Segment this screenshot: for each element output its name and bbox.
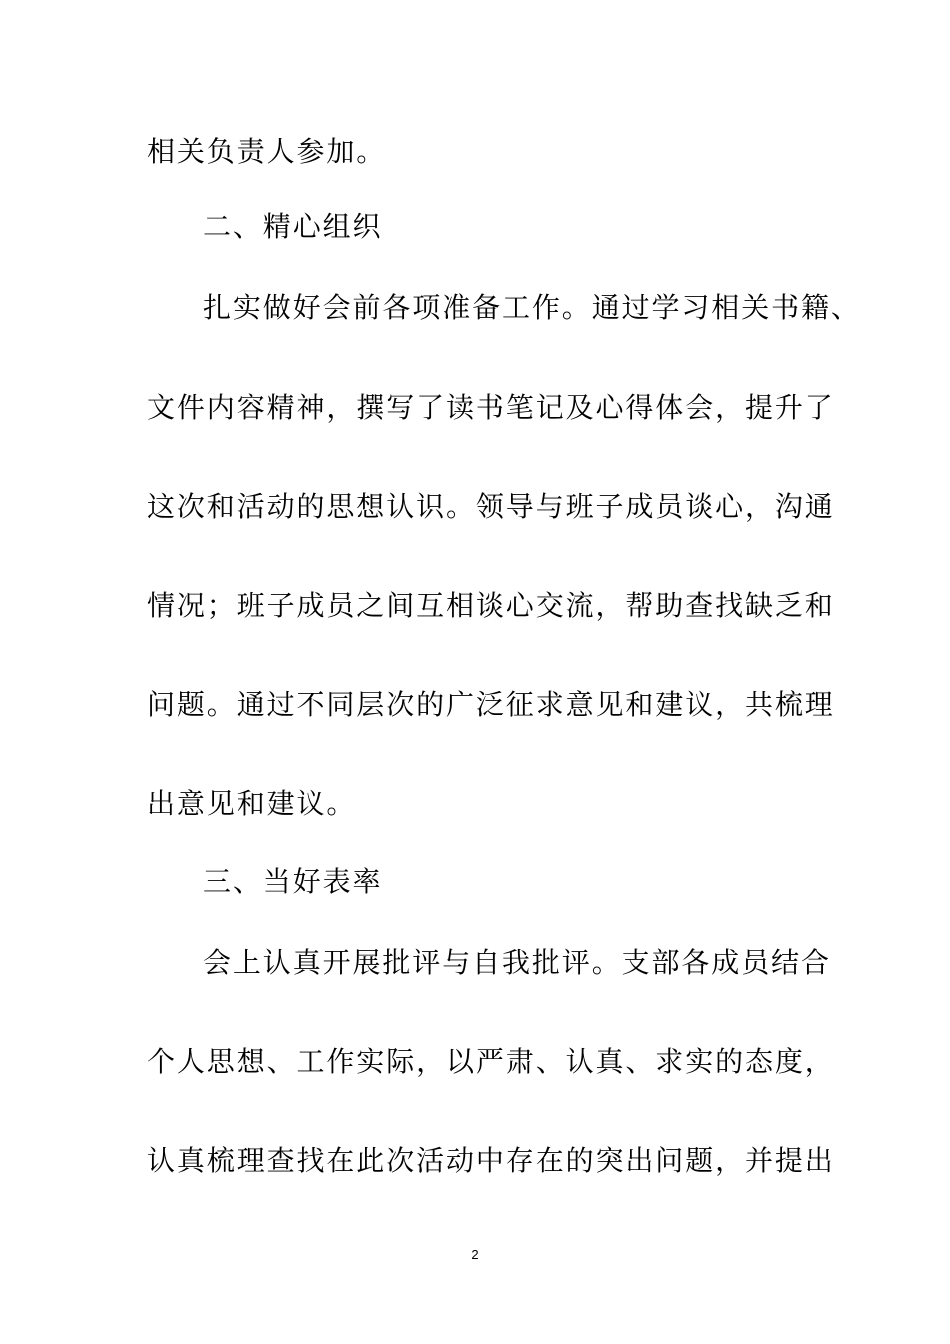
section-heading: 三、当好表率 [203, 865, 383, 898]
paragraph-line: 扎实做好会前各项准备工作。通过学习相关书籍、 [203, 291, 861, 324]
paragraph-line: 情况；班子成员之间互相谈心交流，帮助查找缺乏和 [147, 589, 835, 622]
paragraph-line: 这次和活动的思想认识。领导与班子成员谈心，沟通 [147, 490, 835, 523]
paragraph-line: 相关负责人参加。 [147, 135, 387, 168]
paragraph-line: 个人思想、工作实际，以严肃、认真、求实的态度， [147, 1045, 835, 1078]
page-number: 2 [471, 1247, 479, 1262]
paragraph-line: 会上认真开展批评与自我批评。支部各成员结合 [203, 946, 831, 979]
section-heading: 二、精心组织 [203, 210, 383, 243]
paragraph-line: 问题。通过不同层次的广泛征求意见和建议，共梳理 [147, 688, 835, 721]
paragraph-line: 认真梳理查找在此次活动中存在的突出问题，并提出 [147, 1144, 835, 1177]
paragraph-line: 文件内容精神，撰写了读书笔记及心得体会，提升了 [147, 391, 835, 424]
paragraph-line: 出意见和建议。 [147, 787, 357, 820]
